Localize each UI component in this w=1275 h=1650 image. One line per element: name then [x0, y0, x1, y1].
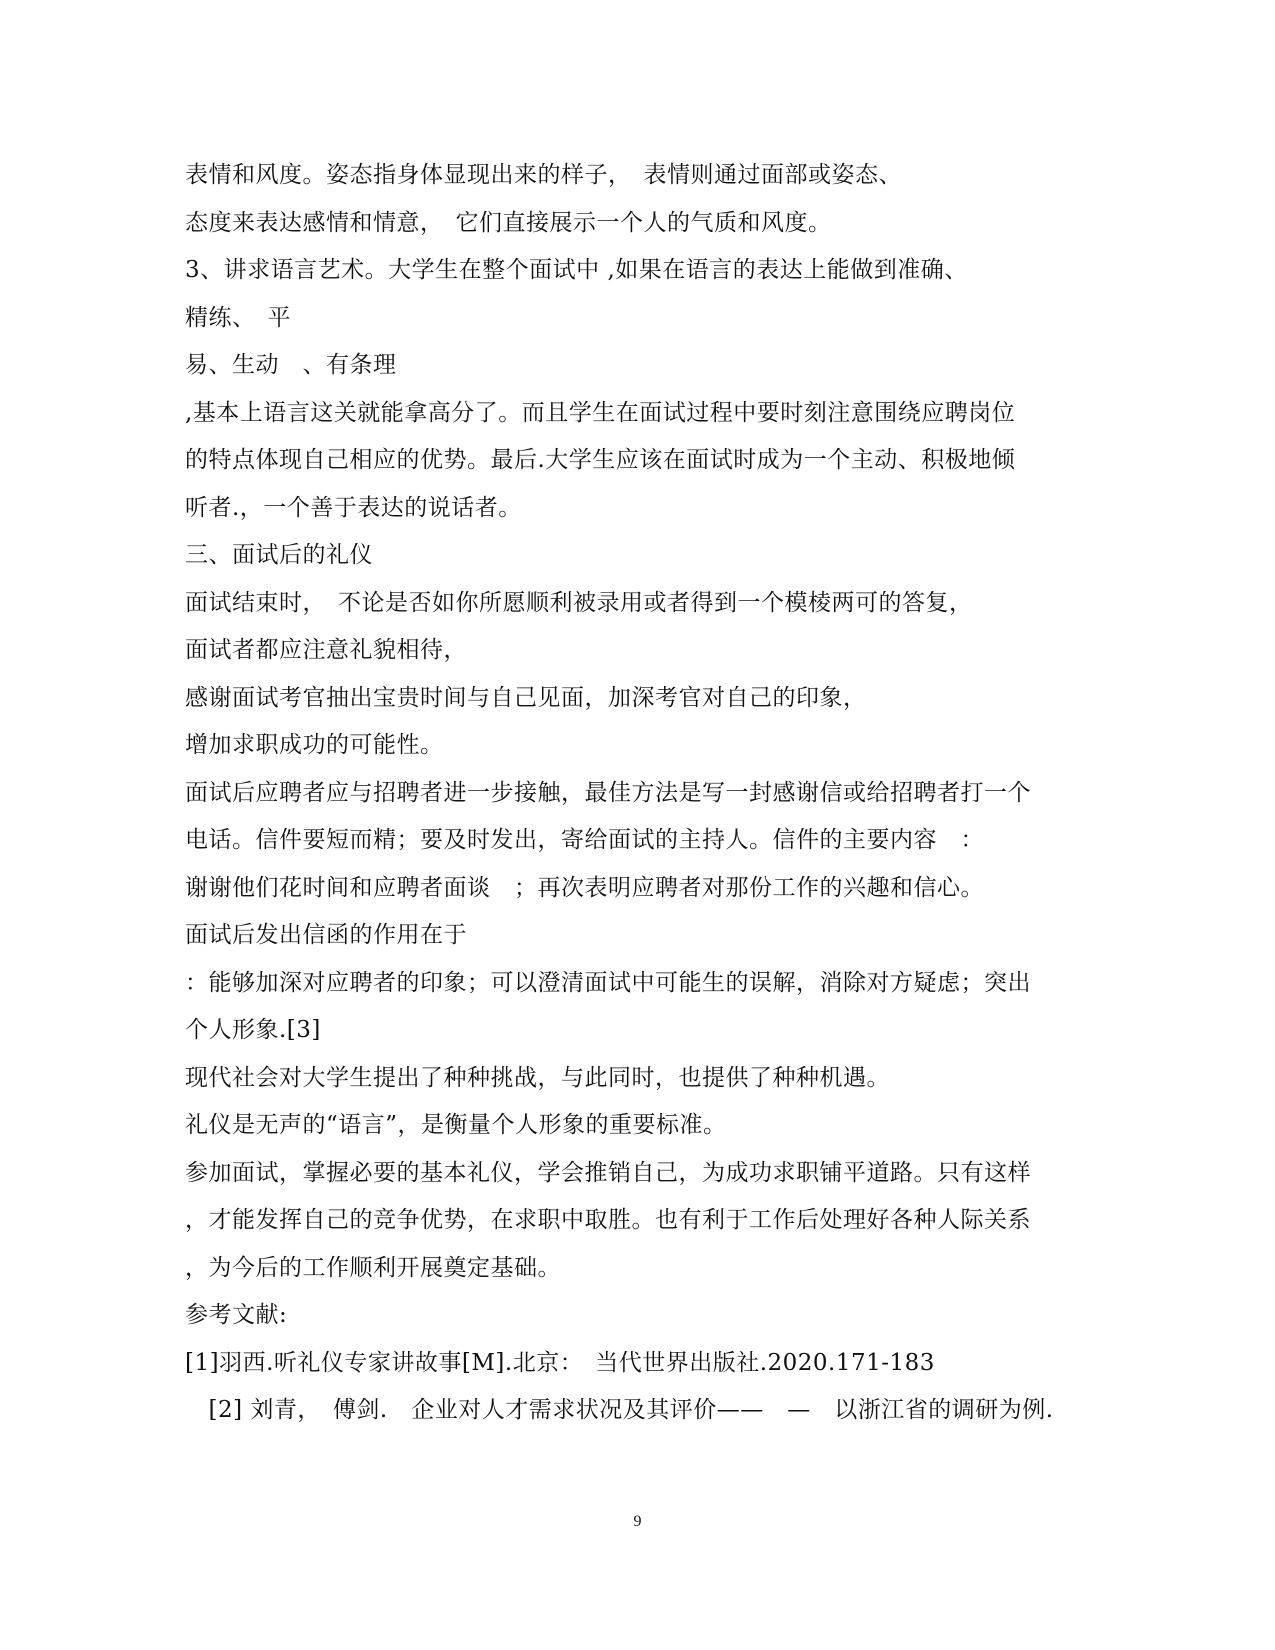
text-line: 个人形象.[3] [185, 1017, 321, 1043]
text-line: 态度来表达感情和情意， 它们直接展示一个人的气质和风度。 [185, 209, 832, 236]
text-line: 面试后应聘者应与招聘者进一步接触，最佳方法是写一封感谢信或给招聘者打一个 [185, 779, 1031, 806]
text-line: ,基本上语言这关就能拿高分了。而且学生在面试过程中要时刻注意围绕应聘岗位 [185, 399, 1016, 426]
text-line: 增加求职成功的可能性。 [185, 732, 444, 758]
text-line: 谢谢他们花时间和应聘者面谈 ；再次表明应聘者对那份工作的兴趣和信心。 [185, 874, 984, 901]
reference-entry: [1]羽西.听礼仪专家讲故事[M].北京： 当代世界出版社.2020.171-183 [185, 1349, 935, 1376]
text-line: ：能够加深对应聘者的印象；可以澄清面试中可能生的误解，消除对方疑虑；突出 [185, 969, 1031, 996]
text-line: 面试后发出信函的作用在于 [185, 922, 467, 948]
text-line: 3、讲求语言艺术。大学生在整个面试中 ,如果在语言的表达上能做到准确、 [185, 257, 968, 283]
text-line: ，为今后的工作顺利开展奠定基础。 [185, 1254, 561, 1281]
text-line: 现代社会对大学生提出了种种挑战，与此同时，也提供了种种机遇。 [185, 1064, 890, 1091]
text-line: 易、生动 、有条理 [185, 352, 397, 378]
text-line: 礼仪是无声的“语言”，是衡量个人形象的重要标准。 [185, 1112, 727, 1138]
references-heading: 参考文献: [185, 1302, 288, 1328]
text-line: 面试者都应注意礼貌相待， [185, 637, 467, 663]
text-line: 电话。信件要短而精；要及时发出，寄给面试的主持人。信件的主要内容 ： [185, 827, 984, 853]
text-line: 表情和风度。姿态指身体显现出来的样子， 表情则通过面部或姿态、 [185, 162, 902, 188]
body-text [185, 152, 1105, 1435]
text-line: 参加面试，掌握必要的基本礼仪，学会推销自己，为成功求职铺平道路。只有这样 [185, 1159, 1031, 1186]
reference-entry: [2] 刘青， 傅剑. 企业对人才需求状况及其评价—— — 以浙江省的调研为例. [185, 1397, 1054, 1423]
text-line: 精练、 平 [185, 304, 291, 331]
text-line: 听者.，一个善于表达的说话者。 [185, 494, 522, 521]
section-heading: 三、面试后的礼仪 [185, 542, 373, 568]
text-line: 感谢面试考官抽出宝贵时间与自己见面，加深考官对自己的印象， [185, 684, 867, 711]
page-number: 9 [633, 1513, 642, 1530]
text-line: 的特点体现自己相应的优势。最后.大学生应该在面试时成为一个主动、积极地倾 [185, 447, 1016, 473]
text-line: ，才能发挥自己的竞争优势，在求职中取胜。也有利于工作后处理好各种人际关系 [185, 1207, 1031, 1233]
text-line: 面试结束时， 不论是否如你所愿顺利被录用或者得到一个模棱两可的答复， [185, 589, 973, 616]
